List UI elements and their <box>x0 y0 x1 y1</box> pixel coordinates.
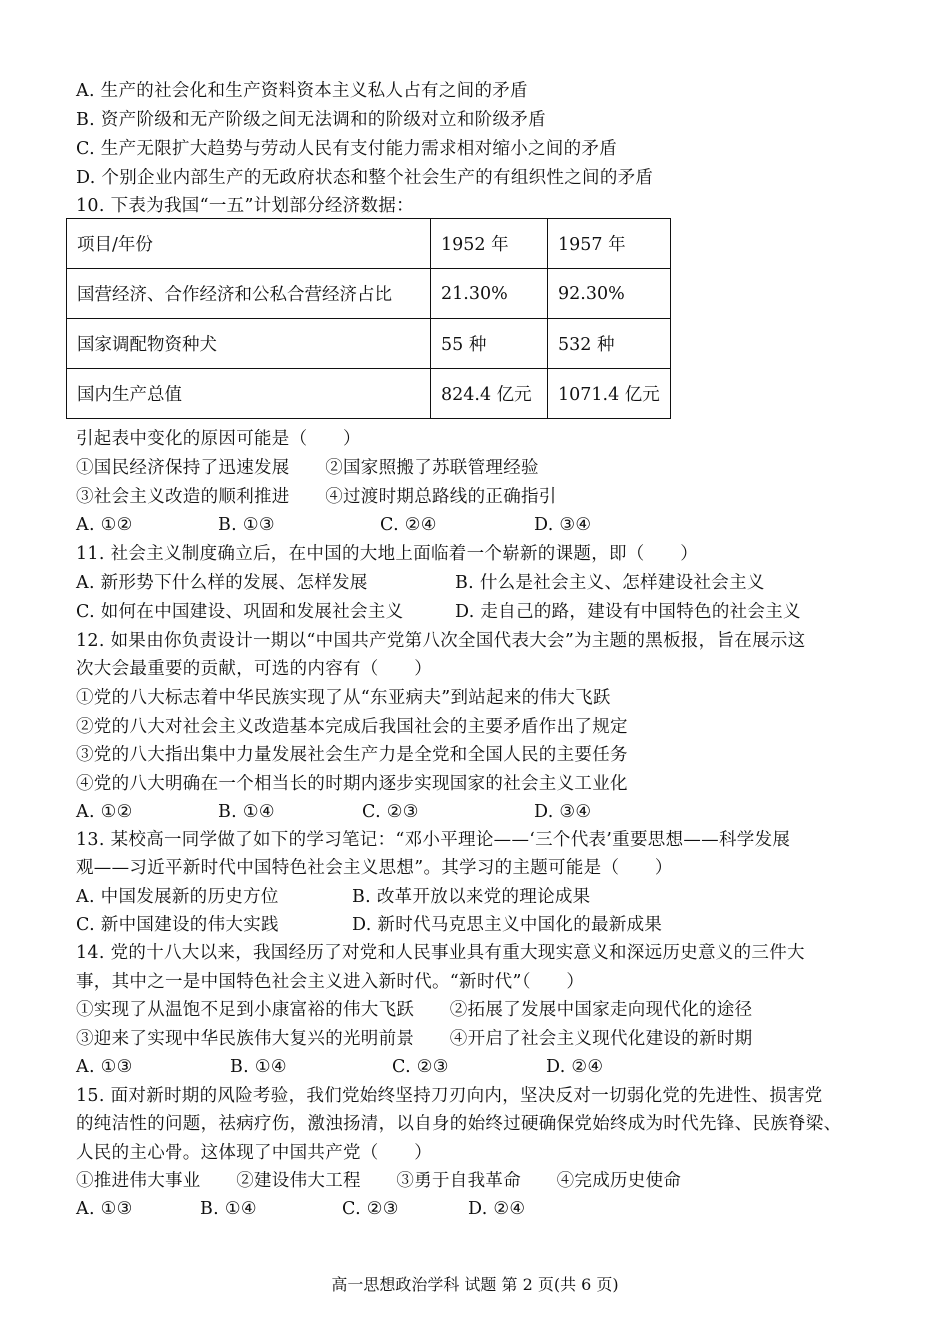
q14-stem-line-2: 事，其中之一是中国特色社会主义进入新时代。“新时代”（ ） <box>76 972 585 992</box>
q14-option-c: C. ②③ <box>392 1057 449 1077</box>
q9-option-d: D. 个别企业内部生产的无政府状态和整个社会生产的有组织性之间的矛盾 <box>76 168 654 188</box>
table-cell: 55 种 <box>431 319 548 369</box>
table-cell: 21.30% <box>431 269 548 319</box>
q15-stem-line-3: 人民的主心骨。这体现了中国共产党（ ） <box>76 1143 432 1163</box>
q13-stem-line-2: 观——习近平新时代中国特色社会主义思想”。其学习的主题可能是（ ） <box>76 858 673 878</box>
q13-option-a: A. 中国发展新的历史方位 <box>76 887 279 907</box>
q14-items-1: ①实现了从温饱不足到小康富裕的伟大飞跃 ②拓展了发展中国家走向现代化的途径 <box>76 1000 753 1020</box>
q15-option-d: D. ②④ <box>468 1199 526 1219</box>
q13-option-b: B. 改革开放以来党的理论成果 <box>352 887 591 907</box>
table-header-cell: 1957 年 <box>548 219 671 269</box>
q12-option-a: A. ①② <box>76 802 133 822</box>
table-header-cell: 项目/年份 <box>67 219 431 269</box>
q10-stem: 10. 下表为我国“一五”计划部分经济数据： <box>76 196 414 216</box>
q11-option-b: B. 什么是社会主义、怎样建设社会主义 <box>455 573 765 593</box>
q9-option-b: B. 资产阶级和无产阶级之间无法调和的阶级对立和阶级矛盾 <box>76 110 546 130</box>
q10-option-b: B. ①③ <box>218 515 275 535</box>
q14-stem-line-1: 14. 党的十八大以来，我国经历了对党和人民事业具有重大现实意义和深远历史意义的三件大 <box>76 943 805 963</box>
q12-item-1: ①党的八大标志着中华民族实现了从“东亚病夫”到站起来的伟大飞跃 <box>76 688 611 708</box>
table-header-cell: 1952 年 <box>431 219 548 269</box>
table-cell: 532 种 <box>548 319 671 369</box>
q12-item-2: ②党的八大对社会主义改造基本完成后我国社会的主要矛盾作出了规定 <box>76 717 628 737</box>
table-cell: 1071.4 亿元 <box>548 369 671 419</box>
q12-option-d: D. ③④ <box>534 802 592 822</box>
q11-stem: 11. 社会主义制度确立后，在中国的大地上面临着一个崭新的课题，即（ ） <box>76 544 698 564</box>
q13-option-d: D. 新时代马克思主义中国化的最新成果 <box>352 915 663 935</box>
q15-stem-line-1: 15. 面对新时期的风险考验，我们党始终坚持刀刃向内，坚决反对一切弱化党的先进性、损害党 <box>76 1086 823 1106</box>
q15-option-a: A. ①③ <box>76 1199 133 1219</box>
q11-option-d: D. 走自己的路，建设有中国特色的社会主义 <box>455 602 801 622</box>
q10-data-table <box>66 218 671 419</box>
q11-option-c: C. 如何在中国建设、巩固和发展社会主义 <box>76 602 404 622</box>
q12-option-b: B. ①④ <box>218 802 275 822</box>
q12-stem-line-1: 12. 如果由你负责设计一期以“中国共产党第八次全国代表大会”为主题的黑板报，旨在展示这 <box>76 631 806 651</box>
q10-question: 引起表中变化的原因可能是（ ） <box>76 429 361 449</box>
q10-items-1: ①国民经济保持了迅速发展 ②国家照搬了苏联管理经验 <box>76 458 539 478</box>
q13-stem-line-1: 13. 某校高一同学做了如下的学习笔记：“邓小平理论——‘三个代表’重要思想——科学发展 <box>76 830 791 850</box>
q15-items: ①推进伟大事业 ②建设伟大工程 ③勇于自我革命 ④完成历史使命 <box>76 1171 682 1191</box>
q15-stem-line-2: 的纯洁性的问题，祛病疗伤，激浊扬清，以自身的始终过硬确保党始终成为时代先锋、民族脊梁、 <box>76 1114 842 1134</box>
q14-option-d: D. ②④ <box>546 1057 604 1077</box>
table-row <box>67 369 671 419</box>
q10-option-a: A. ①② <box>76 515 133 535</box>
q9-option-a: A. 生产的社会化和生产资料资本主义私人占有之间的矛盾 <box>76 81 528 101</box>
q12-item-3: ③党的八大指出集中力量发展社会生产力是全党和全国人民的主要任务 <box>76 745 628 765</box>
table-cell: 国营经济、合作经济和公私合营经济占比 <box>67 269 431 319</box>
q14-option-b: B. ①④ <box>230 1057 287 1077</box>
page-footer: 高一思想政治学科 试题 第 2 页(共 6 页) <box>331 1275 619 1294</box>
table-cell: 824.4 亿元 <box>431 369 548 419</box>
table-row <box>67 269 671 319</box>
table-cell: 92.30% <box>548 269 671 319</box>
q14-option-a: A. ①③ <box>76 1057 133 1077</box>
table-cell: 国内生产总值 <box>67 369 431 419</box>
q10-option-d: D. ③④ <box>534 515 592 535</box>
q15-option-b: B. ①④ <box>200 1199 257 1219</box>
q12-option-c: C. ②③ <box>362 802 419 822</box>
q13-option-c: C. 新中国建设的伟大实践 <box>76 915 279 935</box>
table-header-row <box>67 219 671 269</box>
q11-option-a: A. 新形势下什么样的发展、怎样发展 <box>76 573 368 593</box>
table-row <box>67 319 671 369</box>
q10-option-c: C. ②④ <box>380 515 437 535</box>
q15-option-c: C. ②③ <box>342 1199 399 1219</box>
q14-items-2: ③迎来了实现中华民族伟大复兴的光明前景 ④开启了社会主义现代化建设的新时期 <box>76 1029 753 1049</box>
table-cell: 国家调配物资种犬 <box>67 319 431 369</box>
q12-stem-line-2: 次大会最重要的贡献，可选的内容有（ ） <box>76 659 432 679</box>
q10-items-2: ③社会主义改造的顺利推进 ④过渡时期总路线的正确指引 <box>76 487 557 507</box>
q12-item-4: ④党的八大明确在一个相当长的时期内逐步实现国家的社会主义工业化 <box>76 774 628 794</box>
q9-option-c: C. 生产无限扩大趋势与劳动人民有支付能力需求相对缩小之间的矛盾 <box>76 139 617 159</box>
